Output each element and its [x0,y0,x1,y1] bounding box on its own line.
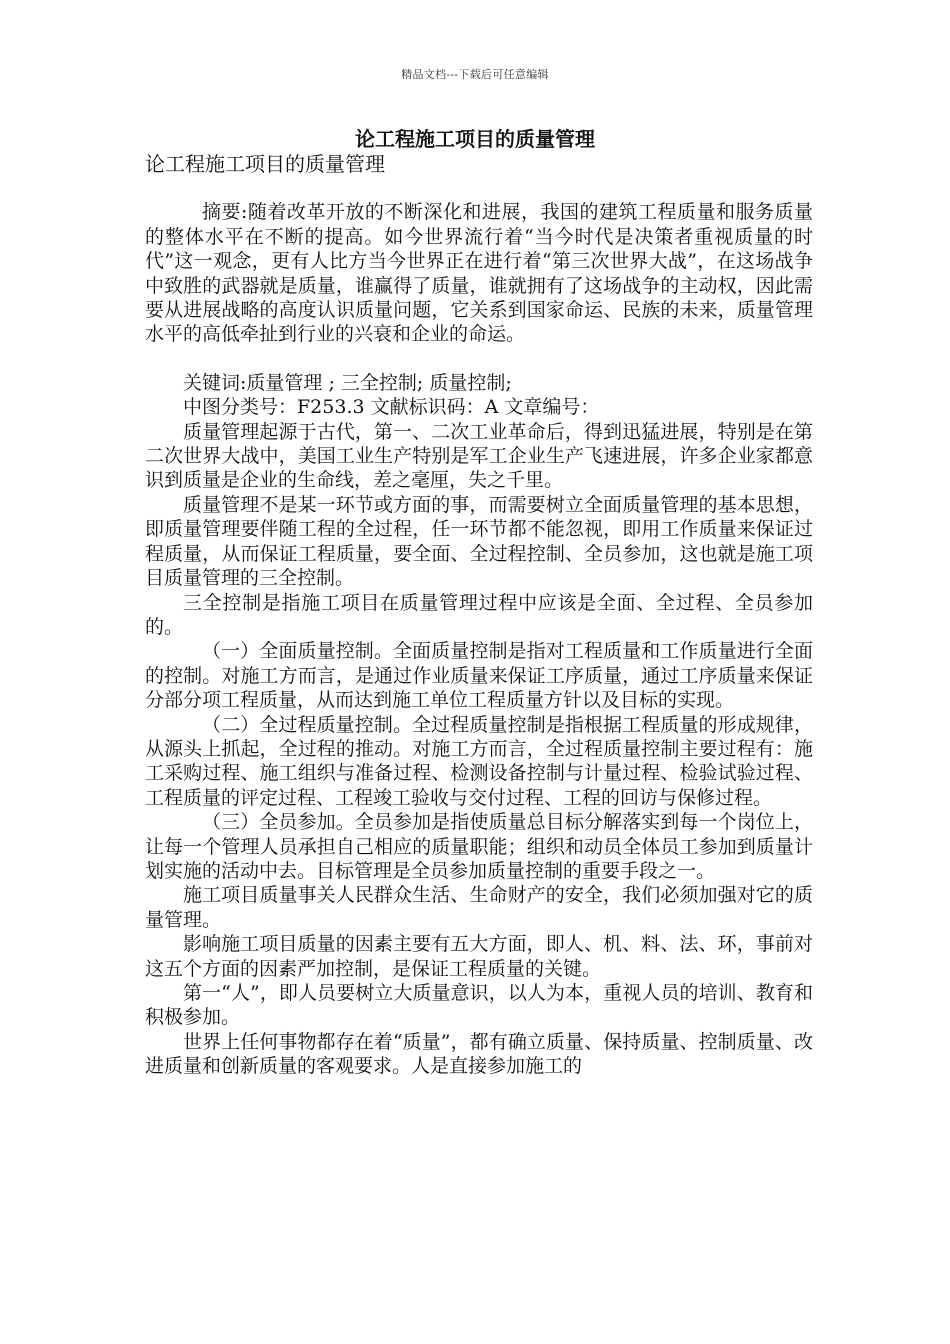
body-paragraph: 施工项目质量事关人民群众生活、生命财产的安全，我们必须加强对它的质量管理。 [145,884,813,931]
body-paragraph: 质量管理不是某一环节或方面的事，而需要树立全面质量管理的基本思想，即质量管理要伴随工程的全过程，任一环节都不能忽视，即用工作质量来保证过程质量，从而保证工程质量，要全面、全过程控制、全员参加，这也就是施工项目质量管理的三全控制。 [145,493,813,590]
body-paragraph: 世界上任何事物都存在着“质量”，都有确立质量、保持质量、控制质量、改进质量和创新质量的客观要求。人是直接参加施工的 [145,1030,813,1078]
document-body [145,152,813,1079]
list-item-paragraph: （一）全面质量控制。全面质量控制是指对工程质量和工作质量进行全面的控制。对施工方而言，是通过作业质量来保证工序质量，通过工序质量来保证分部分项工程质量，从而达到施工单位工程质量方针以及目标的实现。 [145,640,813,712]
header-note: 精品文档---下载后可任意编辑 [401,68,549,81]
keywords-line: 关键词:质量管理 ; 三全控制; 质量控制; [183,371,512,394]
list-item-paragraph: （三）全员参加。全员参加是指使质量总目标分解落实到每一个岗位上，让每一个管理人员承担自己相应的质量职能；组织和动员全体员工参加到质量计划实施的活动中去。目标管理是全员参加质量控制的重要手段之一。 [145,811,813,882]
document-subtitle: 论工程施工项目的质量管理 [145,152,385,176]
body-paragraph: 三全控制是指施工项目在质量管理过程中应该是全面、全过程、全员参加的。 [145,591,813,638]
body-paragraph: 第一“人”，即人员要树立大质量意识，以人为本，重视人员的培训、教育和积极参加。 [145,982,813,1029]
body-paragraph: 影响施工项目质量的因素主要有五大方面，即人、机、料、法、环，事前对这五个方面的因素严加控制，是保证工程质量的关键。 [145,933,813,980]
abstract-paragraph: 摘要:随着改革开放的不断深化和进展，我国的建筑工程质量和服务质量的整体水平在不断的提高。如今世界流行着“当今时代是决策者重视质量的时代”这一观念，更有人比方当今世界正在进行着“第三次世界大战”，在这场战争中致胜的武器就是质量，谁赢得了质量，谁就拥有了这场战争的主动权，因此需要从进展战略的高度认识质量问题，它关系到国家命运、民族的未来，质量管理水平的高低牵扯到行业的兴衰和企业的命运。 [145,201,813,346]
classification-line: 中图分类号：F253.3 文献标识码：A 文章编号： [183,396,600,419]
document-title: 论工程施工项目的质量管理 [355,127,595,151]
list-item-paragraph: （二）全过程质量控制。全过程质量控制是指根据工程质量的形成规律，从源头上抓起，全过程的推动。对施工方而言，全过程质量控制主要过程有：施工采购过程、施工组织与准备过程、检测设备控制与计量过程、检验试验过程、工程质量的评定过程、工程竣工验收与交付过程、工程的回访与保修过程。 [145,713,813,809]
body-paragraph: 质量管理起源于古代，第一、二次工业革命后，得到迅猛进展，特别是在第二次世界大战中，美国工业生产特别是军工企业生产飞速进展，许多企业家都意识到质量是企业的生命线，差之毫厘，失之千里。 [145,420,813,492]
